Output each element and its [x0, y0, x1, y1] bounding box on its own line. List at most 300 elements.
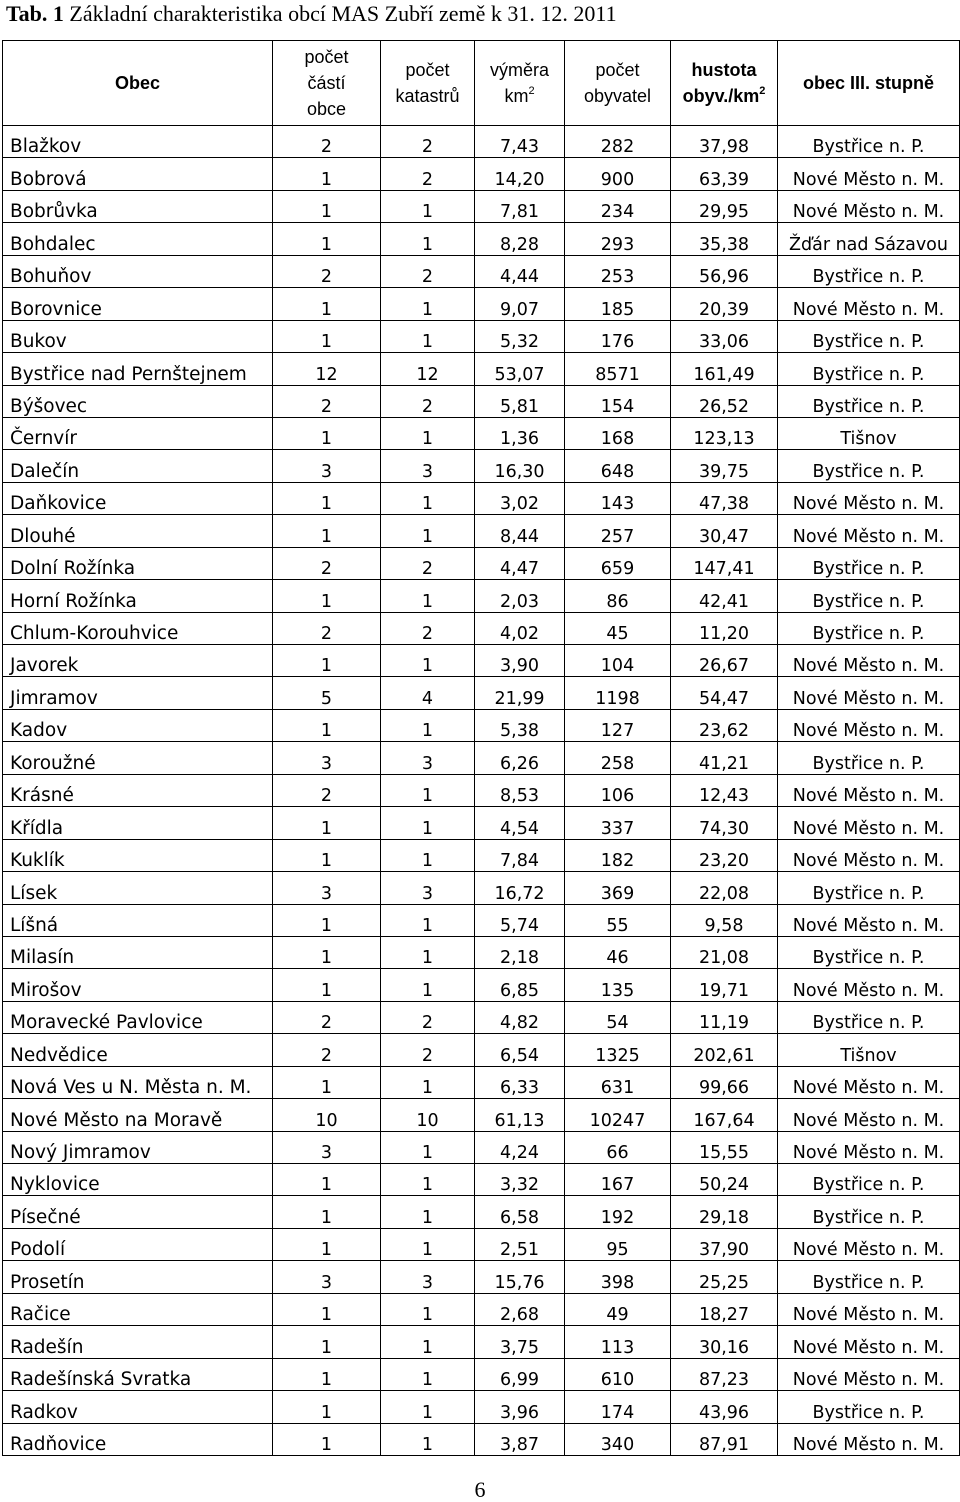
cell-population: 49	[565, 1293, 671, 1325]
cell-parts: 1	[273, 969, 381, 1001]
cell-parts: 1	[273, 1391, 381, 1423]
table-row	[3, 547, 960, 579]
cell-katastr: 1	[381, 969, 475, 1001]
cell-parts: 3	[273, 1131, 381, 1163]
table-row	[3, 904, 960, 936]
cell-population: 369	[565, 872, 671, 904]
cell-obec3: Nové Město n. M.	[778, 904, 960, 936]
table-row	[3, 1196, 960, 1228]
cell-area: 3,90	[475, 645, 565, 677]
cell-population: 8571	[565, 353, 671, 385]
cell-parts: 1	[273, 936, 381, 968]
table-row	[3, 774, 960, 806]
page-number: 6	[474, 1477, 486, 1502]
col-header-katastr-line-1: počet	[405, 60, 450, 80]
cell-katastr: 3	[381, 742, 475, 774]
col-header-obec-text: Obec	[114, 73, 161, 93]
cell-density: 41,21	[671, 742, 778, 774]
cell-parts: 1	[273, 1196, 381, 1228]
cell-area: 3,87	[475, 1423, 565, 1455]
cell-obec3: Nové Město n. M.	[778, 515, 960, 547]
cell-parts: 1	[273, 904, 381, 936]
cell-katastr: 1	[381, 1164, 475, 1196]
table-row	[3, 872, 960, 904]
cell-area: 6,99	[475, 1358, 565, 1390]
cell-obec3: Bystřice n. P.	[778, 1164, 960, 1196]
cell-parts: 1	[273, 288, 381, 320]
cell-obec3: Nové Město n. M.	[778, 677, 960, 709]
cell-obec: Koroužné	[3, 742, 273, 774]
cell-population: 174	[565, 1391, 671, 1423]
cell-population: 113	[565, 1326, 671, 1358]
cell-obec: Nyklovice	[3, 1164, 273, 1196]
cell-obec: Dalečín	[3, 450, 273, 482]
cell-parts: 1	[273, 190, 381, 222]
cell-population: 1198	[565, 677, 671, 709]
cell-population: 398	[565, 1261, 671, 1293]
col-header-density-unit: obyv./km	[682, 86, 760, 106]
cell-parts: 2	[273, 255, 381, 287]
cell-katastr: 2	[381, 385, 475, 417]
cell-obec: Radkov	[3, 1391, 273, 1423]
cell-obec3: Nové Město n. M.	[778, 190, 960, 222]
col-header-area	[475, 41, 565, 126]
cell-obec3: Bystřice n. P.	[778, 353, 960, 385]
cell-density: 30,47	[671, 515, 778, 547]
cell-obec3: Tišnov	[778, 417, 960, 449]
cell-population: 46	[565, 936, 671, 968]
cell-area: 6,33	[475, 1066, 565, 1098]
cell-population: 293	[565, 223, 671, 255]
cell-area: 3,75	[475, 1326, 565, 1358]
cell-area: 61,13	[475, 1099, 565, 1131]
cell-katastr: 1	[381, 320, 475, 352]
cell-area: 2,51	[475, 1228, 565, 1260]
cell-density: 18,27	[671, 1293, 778, 1325]
cell-density: 20,39	[671, 288, 778, 320]
cell-katastr: 1	[381, 839, 475, 871]
cell-parts: 1	[273, 417, 381, 449]
table-caption-text: Základní charakteristika obcí MAS Zubří země k 31. 12. 2011	[69, 1, 617, 26]
cell-density: 22,08	[671, 872, 778, 904]
col-header-parts-line-3: obce	[306, 99, 347, 119]
cell-obec3: Bystřice n. P.	[778, 1001, 960, 1033]
cell-area: 2,68	[475, 1293, 565, 1325]
cell-area: 8,44	[475, 515, 565, 547]
cell-obec: Křídla	[3, 807, 273, 839]
cell-katastr: 10	[381, 1099, 475, 1131]
cell-obec: Radešínská Svratka	[3, 1358, 273, 1390]
cell-parts: 1	[273, 482, 381, 514]
cell-population: 900	[565, 158, 671, 190]
cell-katastr: 1	[381, 1196, 475, 1228]
cell-area: 9,07	[475, 288, 565, 320]
cell-obec3: Nové Město n. M.	[778, 1131, 960, 1163]
cell-katastr: 2	[381, 1001, 475, 1033]
cell-population: 55	[565, 904, 671, 936]
cell-area: 6,54	[475, 1034, 565, 1066]
cell-parts: 1	[273, 1164, 381, 1196]
cell-density: 26,67	[671, 645, 778, 677]
cell-density: 37,98	[671, 126, 778, 158]
cell-population: 54	[565, 1001, 671, 1033]
cell-population: 106	[565, 774, 671, 806]
cell-obec3: Nové Město n. M.	[778, 807, 960, 839]
cell-obec: Černvír	[3, 417, 273, 449]
cell-obec: Javorek	[3, 645, 273, 677]
cell-katastr: 1	[381, 709, 475, 741]
cell-area: 5,74	[475, 904, 565, 936]
cell-obec3: Nové Město n. M.	[778, 839, 960, 871]
cell-obec3: Nové Město n. M.	[778, 969, 960, 1001]
cell-katastr: 1	[381, 482, 475, 514]
cell-katastr: 1	[381, 1423, 475, 1455]
cell-parts: 3	[273, 872, 381, 904]
cell-obec: Bohuňov	[3, 255, 273, 287]
cell-population: 66	[565, 1131, 671, 1163]
cell-density: 42,41	[671, 580, 778, 612]
cell-population: 154	[565, 385, 671, 417]
cell-parts: 3	[273, 1261, 381, 1293]
table-row	[3, 1001, 960, 1033]
cell-katastr: 12	[381, 353, 475, 385]
cell-obec: Nedvědice	[3, 1034, 273, 1066]
cell-parts: 1	[273, 1326, 381, 1358]
cell-area: 2,03	[475, 580, 565, 612]
cell-area: 2,18	[475, 936, 565, 968]
cell-obec3: Nové Město n. M.	[778, 1423, 960, 1455]
cell-obec3: Bystřice n. P.	[778, 936, 960, 968]
cell-population: 253	[565, 255, 671, 287]
cell-density: 11,19	[671, 1001, 778, 1033]
cell-katastr: 1	[381, 1066, 475, 1098]
table-row	[3, 223, 960, 255]
cell-katastr: 3	[381, 450, 475, 482]
cell-area: 4,02	[475, 612, 565, 644]
cell-obec3: Bystřice n. P.	[778, 547, 960, 579]
cell-density: 54,47	[671, 677, 778, 709]
table-row	[3, 677, 960, 709]
table-row	[3, 645, 960, 677]
cell-parts: 1	[273, 1293, 381, 1325]
cell-area: 14,20	[475, 158, 565, 190]
cell-katastr: 1	[381, 1131, 475, 1163]
cell-density: 202,61	[671, 1034, 778, 1066]
cell-area: 6,58	[475, 1196, 565, 1228]
cell-population: 340	[565, 1423, 671, 1455]
table-row	[3, 580, 960, 612]
cell-population: 258	[565, 742, 671, 774]
cell-obec: Horní Rožínka	[3, 580, 273, 612]
cell-parts: 1	[273, 320, 381, 352]
table-row	[3, 936, 960, 968]
cell-parts: 2	[273, 612, 381, 644]
cell-obec: Kadov	[3, 709, 273, 741]
cell-katastr: 2	[381, 158, 475, 190]
cell-katastr: 1	[381, 1358, 475, 1390]
cell-density: 123,13	[671, 417, 778, 449]
cell-area: 6,26	[475, 742, 565, 774]
col-header-pop-line-2: obyvatel	[583, 86, 652, 106]
cell-area: 15,76	[475, 1261, 565, 1293]
cell-obec3: Nové Město n. M.	[778, 482, 960, 514]
cell-density: 161,49	[671, 353, 778, 385]
cell-obec: Moravecké Pavlovice	[3, 1001, 273, 1033]
cell-population: 257	[565, 515, 671, 547]
cell-katastr: 1	[381, 515, 475, 547]
cell-katastr: 1	[381, 1228, 475, 1260]
cell-area: 6,85	[475, 969, 565, 1001]
cell-obec: Bobrová	[3, 158, 273, 190]
cell-obec3: Nové Město n. M.	[778, 1358, 960, 1390]
cell-density: 11,20	[671, 612, 778, 644]
cell-obec3: Nové Město n. M.	[778, 709, 960, 741]
cell-obec: Nový Jimramov	[3, 1131, 273, 1163]
cell-population: 234	[565, 190, 671, 222]
cell-density: 43,96	[671, 1391, 778, 1423]
cell-obec: Chlum-Korouhvice	[3, 612, 273, 644]
cell-katastr: 2	[381, 126, 475, 158]
table-row	[3, 320, 960, 352]
cell-population: 337	[565, 807, 671, 839]
table-caption	[6, 2, 617, 26]
table-row	[3, 255, 960, 287]
cell-density: 26,52	[671, 385, 778, 417]
cell-katastr: 1	[381, 936, 475, 968]
cell-population: 167	[565, 1164, 671, 1196]
col-header-pop	[565, 41, 671, 126]
cell-obec: Písečné	[3, 1196, 273, 1228]
cell-obec: Račice	[3, 1293, 273, 1325]
col-header-density-sup: 2	[759, 85, 766, 97]
table-row	[3, 1228, 960, 1260]
table-row	[3, 612, 960, 644]
cell-population: 1325	[565, 1034, 671, 1066]
table-row	[3, 190, 960, 222]
table-row	[3, 969, 960, 1001]
cell-population: 610	[565, 1358, 671, 1390]
table-row	[3, 1326, 960, 1358]
cell-area: 4,54	[475, 807, 565, 839]
table-row	[3, 385, 960, 417]
cell-parts: 12	[273, 353, 381, 385]
cell-area: 4,44	[475, 255, 565, 287]
cell-obec3: Bystřice n. P.	[778, 1196, 960, 1228]
cell-parts: 1	[273, 709, 381, 741]
cell-area: 4,24	[475, 1131, 565, 1163]
cell-katastr: 4	[381, 677, 475, 709]
cell-obec3: Bystřice n. P.	[778, 872, 960, 904]
cell-area: 8,53	[475, 774, 565, 806]
cell-katastr: 2	[381, 255, 475, 287]
cell-density: 63,39	[671, 158, 778, 190]
cell-density: 9,58	[671, 904, 778, 936]
cell-density: 29,18	[671, 1196, 778, 1228]
cell-density: 47,38	[671, 482, 778, 514]
cell-obec: Daňkovice	[3, 482, 273, 514]
cell-obec: Bohdalec	[3, 223, 273, 255]
table-row	[3, 1066, 960, 1098]
cell-parts: 10	[273, 1099, 381, 1131]
cell-katastr: 1	[381, 1293, 475, 1325]
cell-density: 12,43	[671, 774, 778, 806]
col-header-katastr	[381, 41, 475, 126]
table-row	[3, 1099, 960, 1131]
cell-obec3: Nové Město n. M.	[778, 1099, 960, 1131]
cell-population: 182	[565, 839, 671, 871]
cell-obec: Nové Město na Moravě	[3, 1099, 273, 1131]
table-row	[3, 1358, 960, 1390]
table-row	[3, 158, 960, 190]
cell-parts: 1	[273, 223, 381, 255]
cell-density: 167,64	[671, 1099, 778, 1131]
cell-obec: Mirošov	[3, 969, 273, 1001]
cell-katastr: 1	[381, 1391, 475, 1423]
cell-population: 192	[565, 1196, 671, 1228]
col-header-parts-line-2: částí	[307, 73, 346, 93]
cell-obec3: Žďár nad Sázavou	[778, 223, 960, 255]
cell-population: 282	[565, 126, 671, 158]
cell-obec3: Nové Město n. M.	[778, 1326, 960, 1358]
table-row	[3, 742, 960, 774]
col-header-parts-line-1: počet	[304, 47, 349, 67]
cell-area: 7,84	[475, 839, 565, 871]
cell-parts: 1	[273, 839, 381, 871]
cell-obec3: Bystřice n. P.	[778, 742, 960, 774]
cell-area: 1,36	[475, 417, 565, 449]
cell-density: 39,75	[671, 450, 778, 482]
table-row	[3, 709, 960, 741]
cell-obec3: Nové Město n. M.	[778, 288, 960, 320]
cell-obec3: Tišnov	[778, 1034, 960, 1066]
cell-density: 23,20	[671, 839, 778, 871]
table-row	[3, 1034, 960, 1066]
cell-obec3: Nové Město n. M.	[778, 1293, 960, 1325]
cell-population: 104	[565, 645, 671, 677]
cell-population: 176	[565, 320, 671, 352]
cell-obec: Dlouhé	[3, 515, 273, 547]
cell-obec3: Bystřice n. P.	[778, 385, 960, 417]
cell-obec: Jimramov	[3, 677, 273, 709]
cell-parts: 5	[273, 677, 381, 709]
table-row	[3, 1164, 960, 1196]
cell-population: 10247	[565, 1099, 671, 1131]
cell-obec: Borovnice	[3, 288, 273, 320]
cell-parts: 2	[273, 126, 381, 158]
cell-obec3: Bystřice n. P.	[778, 612, 960, 644]
cell-obec: Milasín	[3, 936, 273, 968]
cell-parts: 1	[273, 580, 381, 612]
cell-area: 4,82	[475, 1001, 565, 1033]
cell-obec3: Bystřice n. P.	[778, 1261, 960, 1293]
cell-area: 8,28	[475, 223, 565, 255]
cell-obec3: Bystřice n. P.	[778, 450, 960, 482]
cell-obec: Dolní Rožínka	[3, 547, 273, 579]
cell-parts: 1	[273, 645, 381, 677]
cell-density: 87,23	[671, 1358, 778, 1390]
cell-obec: Bukov	[3, 320, 273, 352]
table-row	[3, 417, 960, 449]
table-header-row	[3, 41, 960, 126]
cell-parts: 2	[273, 1034, 381, 1066]
cell-katastr: 1	[381, 580, 475, 612]
cell-obec3: Nové Město n. M.	[778, 645, 960, 677]
cell-parts: 2	[273, 385, 381, 417]
cell-density: 56,96	[671, 255, 778, 287]
cell-katastr: 1	[381, 807, 475, 839]
cell-obec: Prosetín	[3, 1261, 273, 1293]
table-row	[3, 353, 960, 385]
cell-obec: Krásné	[3, 774, 273, 806]
cell-area: 5,32	[475, 320, 565, 352]
cell-population: 631	[565, 1066, 671, 1098]
cell-obec: Býšovec	[3, 385, 273, 417]
cell-density: 23,62	[671, 709, 778, 741]
cell-area: 5,38	[475, 709, 565, 741]
cell-density: 30,16	[671, 1326, 778, 1358]
cell-population: 168	[565, 417, 671, 449]
cell-parts: 1	[273, 158, 381, 190]
cell-katastr: 2	[381, 1034, 475, 1066]
cell-parts: 1	[273, 1423, 381, 1455]
cell-parts: 2	[273, 547, 381, 579]
cell-area: 16,30	[475, 450, 565, 482]
table-row	[3, 482, 960, 514]
col-header-density-line-1: hustota	[691, 60, 757, 80]
cell-katastr: 1	[381, 223, 475, 255]
cell-katastr: 1	[381, 288, 475, 320]
cell-density: 37,90	[671, 1228, 778, 1260]
cell-density: 87,91	[671, 1423, 778, 1455]
col-header-area-line-1: výměra	[489, 60, 549, 80]
table-caption-label: Tab. 1	[6, 1, 64, 26]
cell-area: 7,81	[475, 190, 565, 222]
cell-density: 19,71	[671, 969, 778, 1001]
col-header-obec3-text: obec III. stupně	[802, 73, 935, 93]
cell-obec3: Bystřice n. P.	[778, 255, 960, 287]
cell-obec: Lísek	[3, 872, 273, 904]
cell-density: 15,55	[671, 1131, 778, 1163]
cell-obec: Bobrůvka	[3, 190, 273, 222]
cell-population: 127	[565, 709, 671, 741]
cell-population: 185	[565, 288, 671, 320]
col-header-area-unit: km	[504, 86, 529, 106]
cell-obec: Podolí	[3, 1228, 273, 1260]
table-row	[3, 288, 960, 320]
table-row	[3, 1261, 960, 1293]
cell-area: 16,72	[475, 872, 565, 904]
cell-katastr: 1	[381, 904, 475, 936]
cell-katastr: 1	[381, 774, 475, 806]
table-row	[3, 126, 960, 158]
cell-obec: Líšná	[3, 904, 273, 936]
cell-density: 29,95	[671, 190, 778, 222]
cell-population: 659	[565, 547, 671, 579]
cell-parts: 2	[273, 1001, 381, 1033]
cell-area: 4,47	[475, 547, 565, 579]
col-header-area-sup: 2	[528, 85, 535, 97]
cell-katastr: 3	[381, 872, 475, 904]
cell-katastr: 2	[381, 612, 475, 644]
cell-population: 86	[565, 580, 671, 612]
cell-density: 50,24	[671, 1164, 778, 1196]
table-row	[3, 807, 960, 839]
cell-density: 99,66	[671, 1066, 778, 1098]
cell-area: 3,32	[475, 1164, 565, 1196]
table-row	[3, 1293, 960, 1325]
cell-area: 3,02	[475, 482, 565, 514]
cell-obec: Radešín	[3, 1326, 273, 1358]
